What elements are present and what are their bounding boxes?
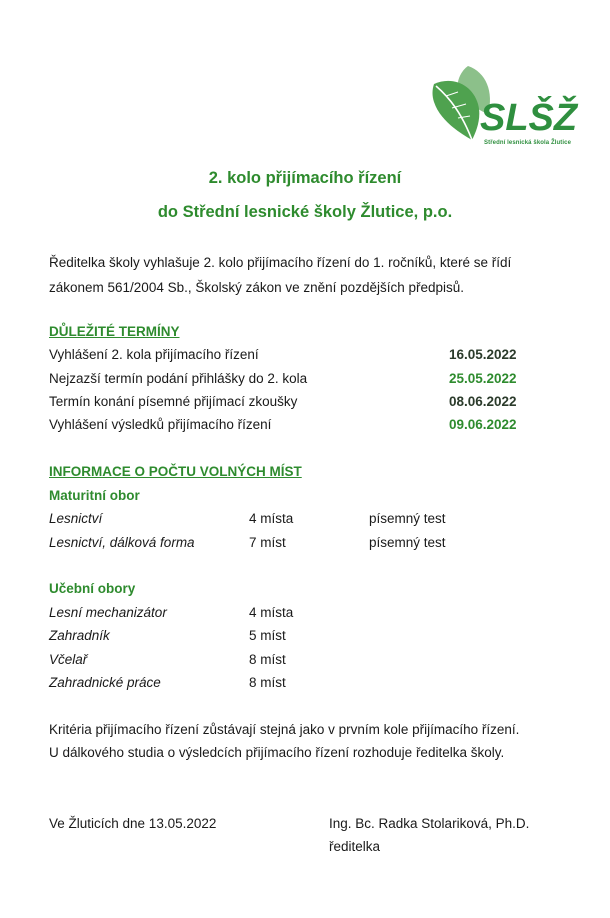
term-date: 09.06.2022 bbox=[449, 417, 517, 432]
program-count: 4 místa bbox=[249, 605, 294, 620]
signatory-role: ředitelka bbox=[329, 839, 381, 854]
program-exam: písemný test bbox=[369, 535, 446, 550]
program-name: Včelař bbox=[49, 652, 88, 667]
signatory-name: Ing. Bc. Radka Stolariková, Ph.D. bbox=[329, 816, 530, 831]
program-count: 8 míst bbox=[249, 652, 286, 667]
term-date: 25.05.2022 bbox=[449, 371, 517, 386]
term-label: Nejzazší termín podání přihlášky do 2. kola bbox=[49, 371, 308, 386]
distance-study-note: U dálkového studia o výsledcích přijímacího řízení rozhoduje ředitelka školy. bbox=[49, 745, 505, 760]
program-name: Lesnictví, dálková forma bbox=[49, 535, 195, 550]
program-name: Lesnictví bbox=[49, 511, 103, 526]
school-logo bbox=[428, 62, 594, 154]
term-label: Vyhlášení výsledků přijímacího řízení bbox=[49, 417, 272, 432]
program-exam: písemný test bbox=[369, 511, 446, 526]
ucebni-subtitle: Učební obory bbox=[49, 581, 136, 596]
term-label: Vyhlášení 2. kola přijímacího řízení bbox=[49, 347, 259, 362]
program-count: 8 míst bbox=[249, 675, 286, 690]
page-title-line1: 2. kolo přijímacího řízení bbox=[208, 169, 402, 187]
logo-wordmark: SLŠŽ bbox=[480, 97, 578, 139]
terms-section-title: DŮLEŽITÉ TERMÍNY bbox=[49, 324, 180, 339]
program-name: Zahradník bbox=[49, 628, 110, 643]
page-title-line2: do Střední lesnické školy Žlutice, p.o. bbox=[157, 203, 453, 221]
logo-subtitle: Střední lesnická škola Žlutice bbox=[484, 140, 572, 146]
program-name: Zahradnické práce bbox=[49, 675, 161, 690]
program-count: 7 míst bbox=[249, 535, 286, 550]
intro-paragraph: Ředitelka školy vyhlašuje 2. kolo přijímacího řízení do 1. ročníků, které se řídí zákonem 561/2004 Sb., Školský zákon ve znění pozdějších předpisů. bbox=[49, 255, 512, 295]
term-label: Termín konání písemné přijímací zkoušky bbox=[49, 394, 298, 409]
program-count: 4 místa bbox=[249, 511, 294, 526]
program-name: Lesní mechanizátor bbox=[49, 605, 167, 620]
maturitni-subtitle: Maturitní obor bbox=[49, 488, 140, 503]
term-date: 16.05.2022 bbox=[449, 347, 517, 362]
place-date: Ve Žluticích dne 13.05.2022 bbox=[49, 816, 217, 831]
criteria-note: Kritéria přijímacího řízení zůstávají stejná jako v prvním kole přijímacího řízení. bbox=[49, 722, 520, 737]
program-count: 5 míst bbox=[249, 628, 286, 643]
term-date: 08.06.2022 bbox=[449, 394, 517, 409]
places-section-title: INFORMACE O POČTU VOLNÝCH MÍST bbox=[49, 464, 302, 479]
